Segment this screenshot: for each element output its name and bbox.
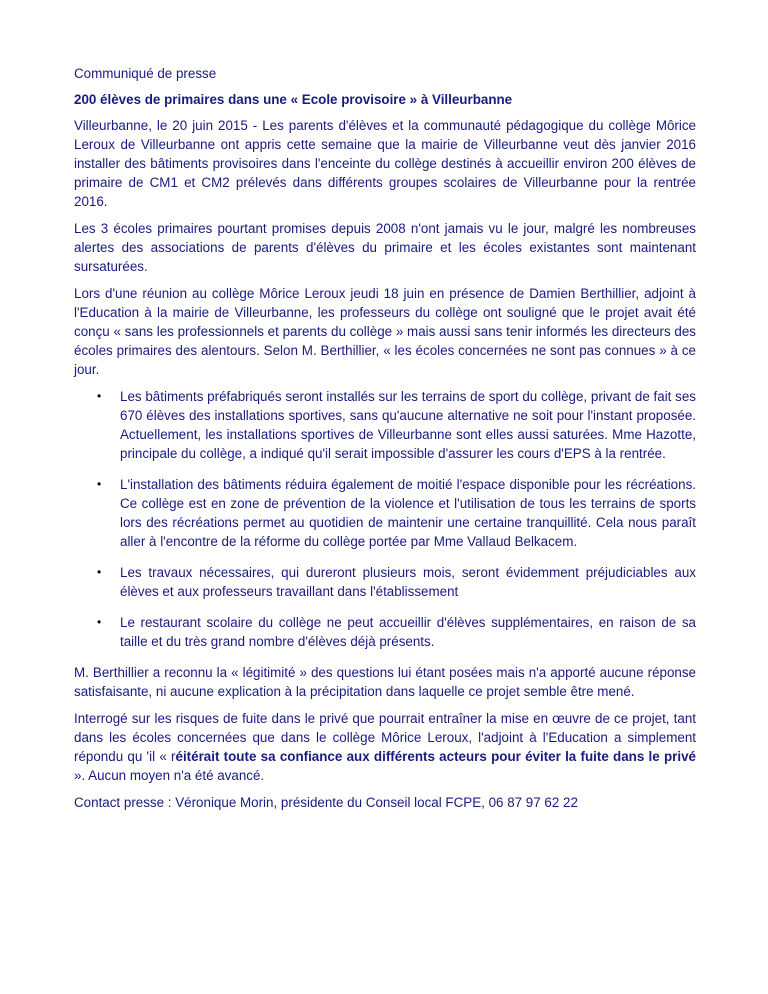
paragraph-meeting: Lors d'une réunion au collège Môrice Leroux jeudi 18 juin en présence de Damien Berthillier, adjoint à l'Education à la mairie de Villeurbanne, les professeurs du collège ont souligné que le projet avait été conçu « sans les professionnels et parents du collège » mais aussi sans tenir informés les directeurs des écoles primaires des alentours. Selon M. Berthillier, « les écoles concernées ne sont pas connues » à ce jour.: [74, 286, 696, 377]
document-kicker: Communiqué de presse: [74, 66, 217, 81]
list-item: [97, 475, 696, 551]
bullet-marker: •: [97, 389, 102, 403]
closing-lead: Interrogé sur les risques de fuite dans le privé que pourrait entraîner la mise en œuvre de ce projet, tant dans les écoles concernées que dans le collège Môrice Leroux, l'adjoint à l'Education a simplement répondu qu 'il « r: [74, 711, 696, 764]
list-item-text: Les bâtiments préfabriqués seront installés sur les terrains de sport du collège, privant de fait ses 670 élèves des installations sportives, sans qu'aucune alternative ne soit pour l'instant proposée. Actuellement, les installations sportives de Villeurbanne sont elles aussi saturées. Mme Hazotte, principale du collège, a indiqué qu'il serait impossible d'assurer les cours d'EPS à la rentrée.: [120, 389, 696, 461]
concerns-list: [74, 387, 696, 651]
press-contact: Contact presse : Véronique Morin, présidente du Conseil local FCPE, 06 87 97 62 22: [74, 795, 578, 810]
list-item: [97, 563, 696, 601]
list-item-text: Les travaux nécessaires, qui dureront plusieurs mois, seront évidemment préjudiciables aux élèves et aux professeurs travaillant dans l'établissement: [120, 565, 696, 599]
list-item-text: L'installation des bâtiments réduira également de moitié l'espace disponible pour les récréations. Ce collège est en zone de prévention de la violence et l'utilisation de tous les terrains de sports lors des récréations permet au quotidien de maintenir une certaine tranquillité. Cela nous paraît aller à l'encontre de la réforme du collège portée par Mme Vallaud Belkacem.: [120, 477, 696, 549]
paragraph-closing: [74, 709, 696, 785]
paragraph-intro: Villeurbanne, le 20 juin 2015 - Les parents d'élèves et la communauté pédagogique du collège Môrice Leroux de Villeurbanne ont appris cette semaine que la mairie de Villeurbanne veut dès janvier 2016 installer des bâtiments provisoires dans l'enceinte du collège destinés à accueillir environ 200 élèves de primaire de CM1 et CM2 prélevés dans différents groupes scolaires de Villeurbanne pour la rentrée 2016.: [74, 118, 696, 209]
document-title: 200 élèves de primaires dans une « Ecole provisoire » à Villeurbanne: [74, 92, 513, 107]
bullet-marker: •: [97, 615, 102, 629]
paragraph-schools: Les 3 écoles primaires pourtant promises depuis 2008 n'ont jamais vu le jour, malgré les nombreuses alertes des associations de parents d'élèves du primaire et les écoles existantes sont maintenant sursaturées.: [74, 221, 696, 274]
bullet-marker: •: [97, 565, 102, 579]
closing-tail: ». Aucun moyen n'a été avancé.: [74, 768, 265, 783]
paragraph-response: M. Berthillier a reconnu la « légitimité » des questions lui étant posées mais n'a apporté aucune réponse satisfaisante, ni aucune explication à la précipitation dans laquelle ce projet semble être mené.: [74, 665, 696, 699]
list-item: [97, 387, 696, 463]
closing-quote-bold: éitérait toute sa confiance aux différents acteurs pour éviter la fuite dans le privé: [175, 749, 696, 764]
press-release-document: [74, 64, 696, 820]
bullet-marker: •: [97, 477, 102, 491]
list-item: [97, 613, 696, 651]
list-item-text: Le restaurant scolaire du collège ne peut accueillir d'élèves supplémentaires, en raison de sa taille et du très grand nombre d'élèves déjà présents.: [120, 615, 696, 649]
